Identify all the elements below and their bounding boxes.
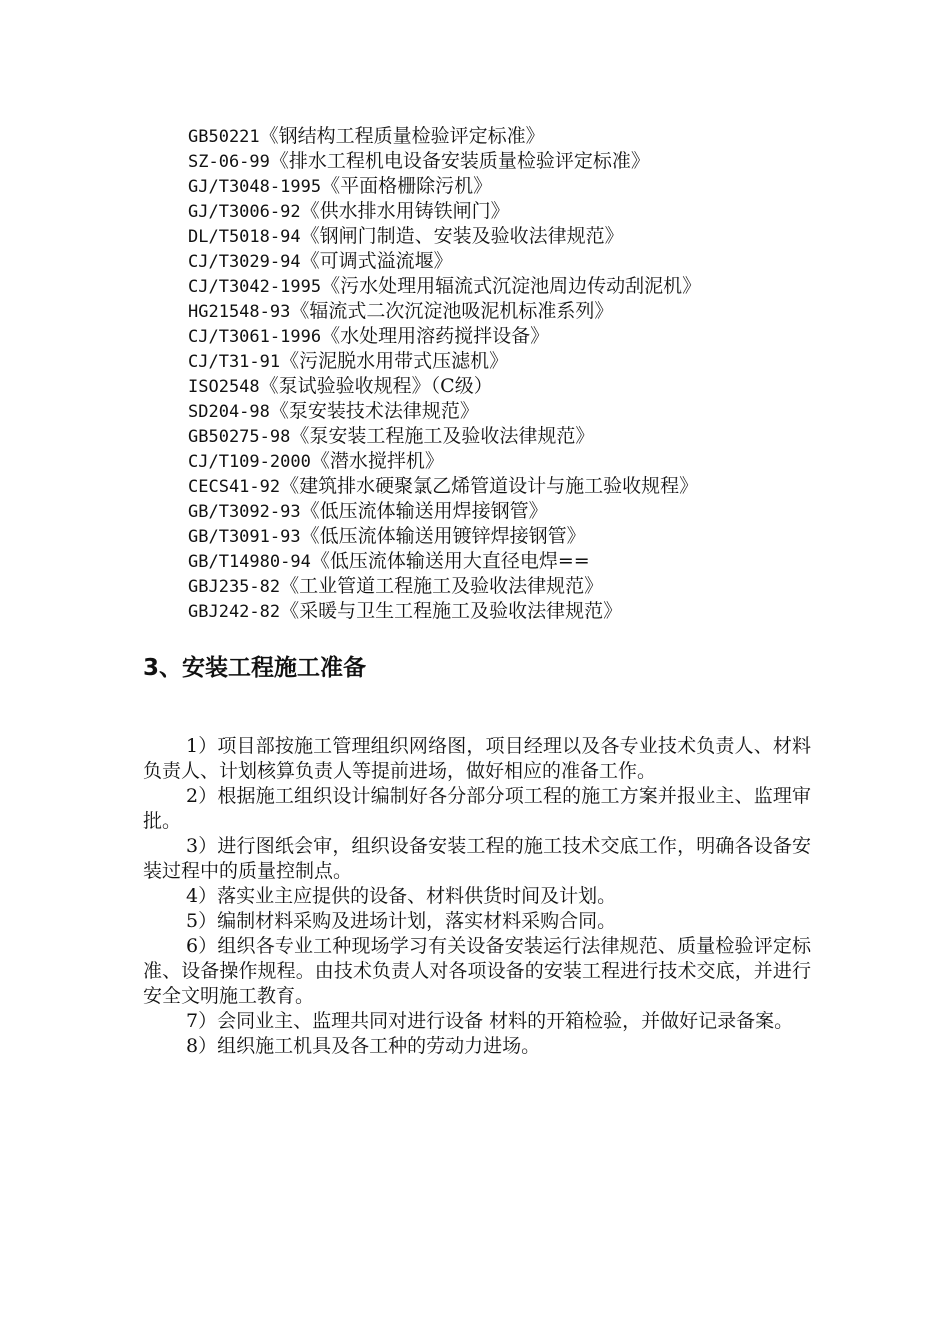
standard-title: 《污水处理用辐流式沉淀池周边传动刮泥机》 — [321, 275, 702, 297]
standard-title: 《平面格栅除污机》 — [321, 175, 493, 197]
standard-title: 《钢闸门制造、安装及验收法律规范》 — [300, 225, 624, 247]
standard-item — [188, 324, 888, 349]
standard-code: SD204-98 — [188, 402, 270, 422]
standard-item — [188, 349, 888, 374]
standard-title: 《水处理用溶药搅拌设备》 — [321, 325, 550, 347]
standard-item — [188, 599, 888, 624]
standard-item — [188, 299, 888, 324]
standard-title: 《低压流体输送用镀锌焊接钢管》 — [300, 525, 586, 547]
standard-title: 《钢结构工程质量检验评定标准》 — [259, 125, 545, 147]
standard-title: 《泵试验验收规程》（C级） — [259, 375, 493, 397]
standard-item — [188, 449, 888, 474]
standard-code: GB/T3091-93 — [188, 527, 301, 547]
standard-code: ISO2548 — [188, 377, 260, 397]
standard-title: 《泵安装技术法律规范》 — [269, 400, 479, 422]
standard-code: CJ/T3061-1996 — [188, 327, 322, 347]
standard-code: GJ/T3048-1995 — [188, 177, 322, 197]
standard-item — [188, 399, 888, 424]
standard-code: CJ/T3042-1995 — [188, 277, 322, 297]
step-paragraph: 2）根据施工组织设计编制好各分部分项工程的施工方案并报业主、监理审批。 — [143, 785, 811, 832]
step-paragraph: 6）组织各专业工种现场学习有关设备安装运行法律规范、质量检验评定标准、设备操作规程。由技术负责人对各项设备的安装工程进行技术交底，并进行安全文明施工教育。 — [143, 935, 811, 1007]
standard-title: 《可调式溢流堰》 — [300, 250, 453, 272]
preparation-steps — [143, 734, 811, 1059]
standard-code: CJ/T31-91 — [188, 352, 281, 372]
standard-code: HG21548-93 — [188, 302, 291, 322]
standard-item — [188, 474, 888, 499]
standard-code: GJ/T3006-92 — [188, 202, 301, 222]
standard-item — [188, 424, 888, 449]
standard-code: DL/T5018-94 — [188, 227, 301, 247]
standard-title: 《建筑排水硬聚氯乙烯管道设计与施工验收规程》 — [280, 475, 699, 497]
standard-code: GB/T3092-93 — [188, 502, 301, 522]
standard-item — [188, 224, 888, 249]
standard-title: 《低压流体输送用焊接钢管》 — [300, 500, 548, 522]
standard-code: GBJ242-82 — [188, 602, 281, 622]
standard-title: 《辐流式二次沉淀池吸泥机标准系列》 — [290, 300, 614, 322]
standard-item — [188, 174, 888, 199]
standard-code: CJ/T109-2000 — [188, 452, 311, 472]
standard-item — [188, 274, 888, 299]
standard-code: GB50221 — [188, 127, 260, 147]
step-paragraph: 8）组织施工机具及各工种的劳动力进场。 — [186, 1035, 541, 1057]
section-heading: 3、安装工程施工准备 — [143, 655, 367, 681]
standard-item — [188, 549, 888, 574]
standard-title: 《低压流体输送用大直径电焊== — [310, 550, 590, 572]
standard-title: 《排水工程机电设备安装质量检验评定标准》 — [269, 150, 650, 172]
standard-item — [188, 199, 888, 224]
standard-code: GBJ235-82 — [188, 577, 281, 597]
standard-item — [188, 524, 888, 549]
standard-code: GB/T14980-94 — [188, 552, 311, 572]
standard-title: 《工业管道工程施工及验收法律规范》 — [280, 575, 604, 597]
standard-title: 《泵安装工程施工及验收法律规范》 — [290, 425, 595, 447]
step-paragraph: 5）编制材料采购及进场计划，落实材料采购合同。 — [186, 910, 617, 932]
step-paragraph: 1）项目部按施工管理组织网络图，项目经理以及各专业技术负责人、材料负责人、计划核算负责人等提前进场，做好相应的准备工作。 — [143, 735, 811, 782]
standard-code: GB50275-98 — [188, 427, 291, 447]
step-paragraph: 4）落实业主应提供的设备、材料供货时间及计划。 — [186, 885, 617, 907]
step-paragraph: 7）会同业主、监理共同对进行设备 材料的开箱检验，并做好记录备案。 — [186, 1010, 794, 1032]
standards-list — [188, 124, 888, 624]
standard-item — [188, 249, 888, 274]
standard-title: 《潜水搅拌机》 — [310, 450, 444, 472]
standard-title: 《供水排水用铸铁闸门》 — [300, 200, 510, 222]
standard-item — [188, 574, 888, 599]
standard-item — [188, 149, 888, 174]
standard-title: 《污泥脱水用带式压滤机》 — [280, 350, 509, 372]
standard-item — [188, 499, 888, 524]
standard-item — [188, 374, 888, 399]
standard-code: CJ/T3029-94 — [188, 252, 301, 272]
step-paragraph: 3）进行图纸会审，组织设备安装工程的施工技术交底工作，明确各设备安装过程中的质量控制点。 — [143, 835, 811, 882]
standard-code: SZ-06-99 — [188, 152, 270, 172]
standard-code: CECS41-92 — [188, 477, 281, 497]
standard-title: 《采暖与卫生工程施工及验收法律规范》 — [280, 600, 623, 622]
standard-item — [188, 124, 888, 149]
